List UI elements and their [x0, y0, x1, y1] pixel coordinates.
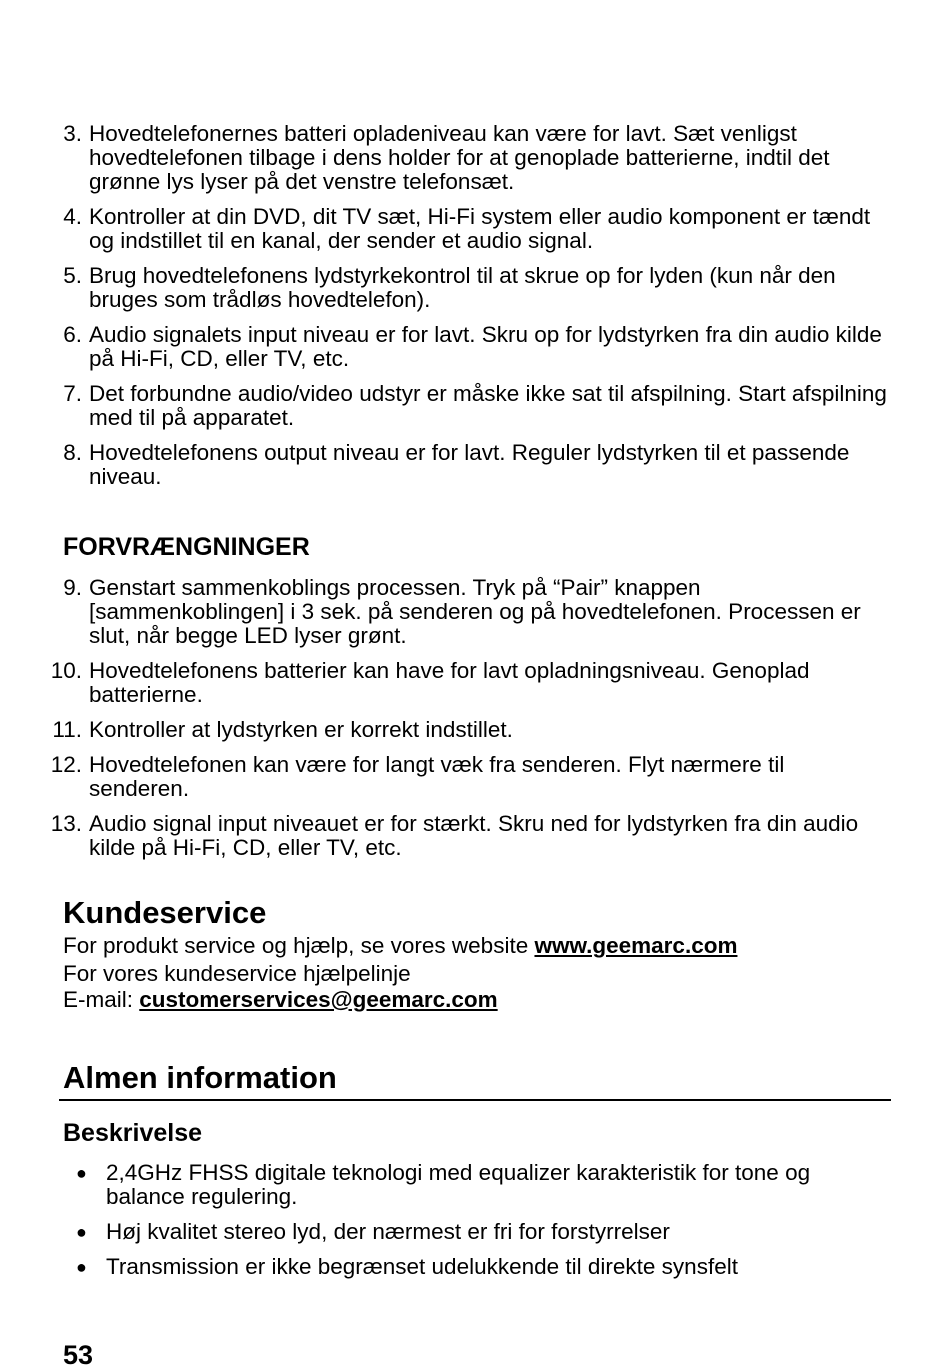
- list-item: [0, 659, 889, 707]
- kundeservice-heading: Kundeservice: [63, 895, 267, 930]
- bullet-item: [0, 1161, 866, 1209]
- website-link[interactable]: www.geemarc.com: [534, 933, 738, 958]
- page-number: 53: [63, 1340, 94, 1370]
- item-text: Det forbundne audio/video udstyr er måske ikke sat til afspilning. Start afspilning med til på apparatet.: [89, 381, 887, 430]
- bullet-icon: ●: [76, 1257, 87, 1277]
- item-text: Hovedtelefonens output niveau er for lavt. Reguler lydstyrken til et passende niveau.: [89, 440, 850, 489]
- item-number: 9.: [63, 575, 82, 600]
- item-number: 5.: [63, 263, 82, 288]
- section-divider: [59, 1099, 891, 1101]
- troubleshooting-list-distortion: [0, 576, 950, 871]
- item-text: Kontroller at lydstyrken er korrekt indstillet.: [89, 717, 513, 742]
- item-number: 13.: [50, 811, 82, 836]
- bullet-item: [0, 1220, 866, 1244]
- troubleshooting-list-no-sound: [0, 122, 950, 500]
- almen-information-heading: Almen information: [63, 1060, 337, 1095]
- beskrivelse-heading: Beskrivelse: [63, 1119, 203, 1147]
- website-label: For produkt service og hjælp, se vores website: [63, 933, 535, 958]
- bullet-text: Høj kvalitet stereo lyd, der nærmest er fri for forstyrrelser: [106, 1219, 670, 1244]
- list-item: [0, 382, 889, 430]
- bullet-item: [0, 1255, 866, 1279]
- list-item: [0, 718, 889, 742]
- email-label: E-mail:: [63, 987, 140, 1012]
- list-item: [0, 122, 889, 194]
- bullet-icon: ●: [76, 1222, 87, 1242]
- website-line: [63, 934, 737, 958]
- item-number: 3.: [63, 121, 82, 146]
- item-text: Hovedtelefonens batterier kan have for lavt opladningsniveau. Genoplad batterierne.: [89, 658, 810, 707]
- item-text: Hovedtelefonernes batteri opladeniveau kan være for lavt. Sæt venligst hovedtelefonen tilbage i dens holder for at genoplade batterierne, indtil det grønne lys lyser på det venstre telefonsæt.: [89, 121, 830, 194]
- item-number: 10.: [50, 658, 82, 683]
- list-item: [0, 323, 889, 371]
- list-item: [0, 441, 889, 489]
- item-number: 7.: [63, 381, 82, 406]
- item-number: 11.: [52, 717, 82, 742]
- list-item: [0, 205, 889, 253]
- item-number: 6.: [63, 322, 82, 347]
- section-heading-forvraengninger: FORVRÆNGNINGER: [63, 533, 310, 561]
- item-number: 8.: [63, 440, 82, 465]
- item-text: Brug hovedtelefonens lydstyrkekontrol til at skrue op for lyden (kun når den bruges som trådløs hovedtelefon).: [89, 263, 836, 312]
- item-text: Kontroller at din DVD, dit TV sæt, Hi-Fi system eller audio komponent er tændt og indstillet til en kanal, der sender et audio signal.: [89, 204, 871, 253]
- item-text: Audio signal input niveauet er for stærkt. Skru ned for lydstyrken fra din audio kilde på Hi-Fi, CD, eller TV, etc.: [89, 811, 859, 860]
- item-number: 4.: [63, 204, 82, 229]
- bullet-icon: ●: [76, 1163, 87, 1183]
- bullet-text: Transmission er ikke begrænset udelukkende til direkte synsfelt: [106, 1254, 738, 1279]
- email-line: [63, 988, 498, 1012]
- list-item: [0, 576, 889, 648]
- item-number: 12.: [50, 752, 82, 777]
- item-text: Genstart sammenkoblings processen. Tryk på “Pair” knappen [sammenkoblingen] i 3 sek. på senderen og på hovedtelefonen. Processen er slut, når begge LED lyser grønt.: [89, 575, 861, 648]
- list-item: [0, 264, 889, 312]
- helpline-line: For vores kundeservice hjælpelinje: [63, 961, 411, 986]
- bullet-text: 2,4GHz FHSS digitale teknologi med equalizer karakteristik for tone og balance regulering.: [106, 1160, 811, 1209]
- email-link[interactable]: customerservices@geemarc.com: [139, 987, 498, 1012]
- item-text: Audio signalets input niveau er for lavt. Skru op for lydstyrken fra din audio kilde på Hi-Fi, CD, eller TV, etc.: [89, 322, 882, 371]
- item-text: Hovedtelefonen kan være for langt væk fra senderen. Flyt nærmere til senderen.: [89, 752, 785, 801]
- list-item: [0, 753, 889, 801]
- description-bullet-list: [0, 1161, 950, 1290]
- list-item: [0, 812, 889, 860]
